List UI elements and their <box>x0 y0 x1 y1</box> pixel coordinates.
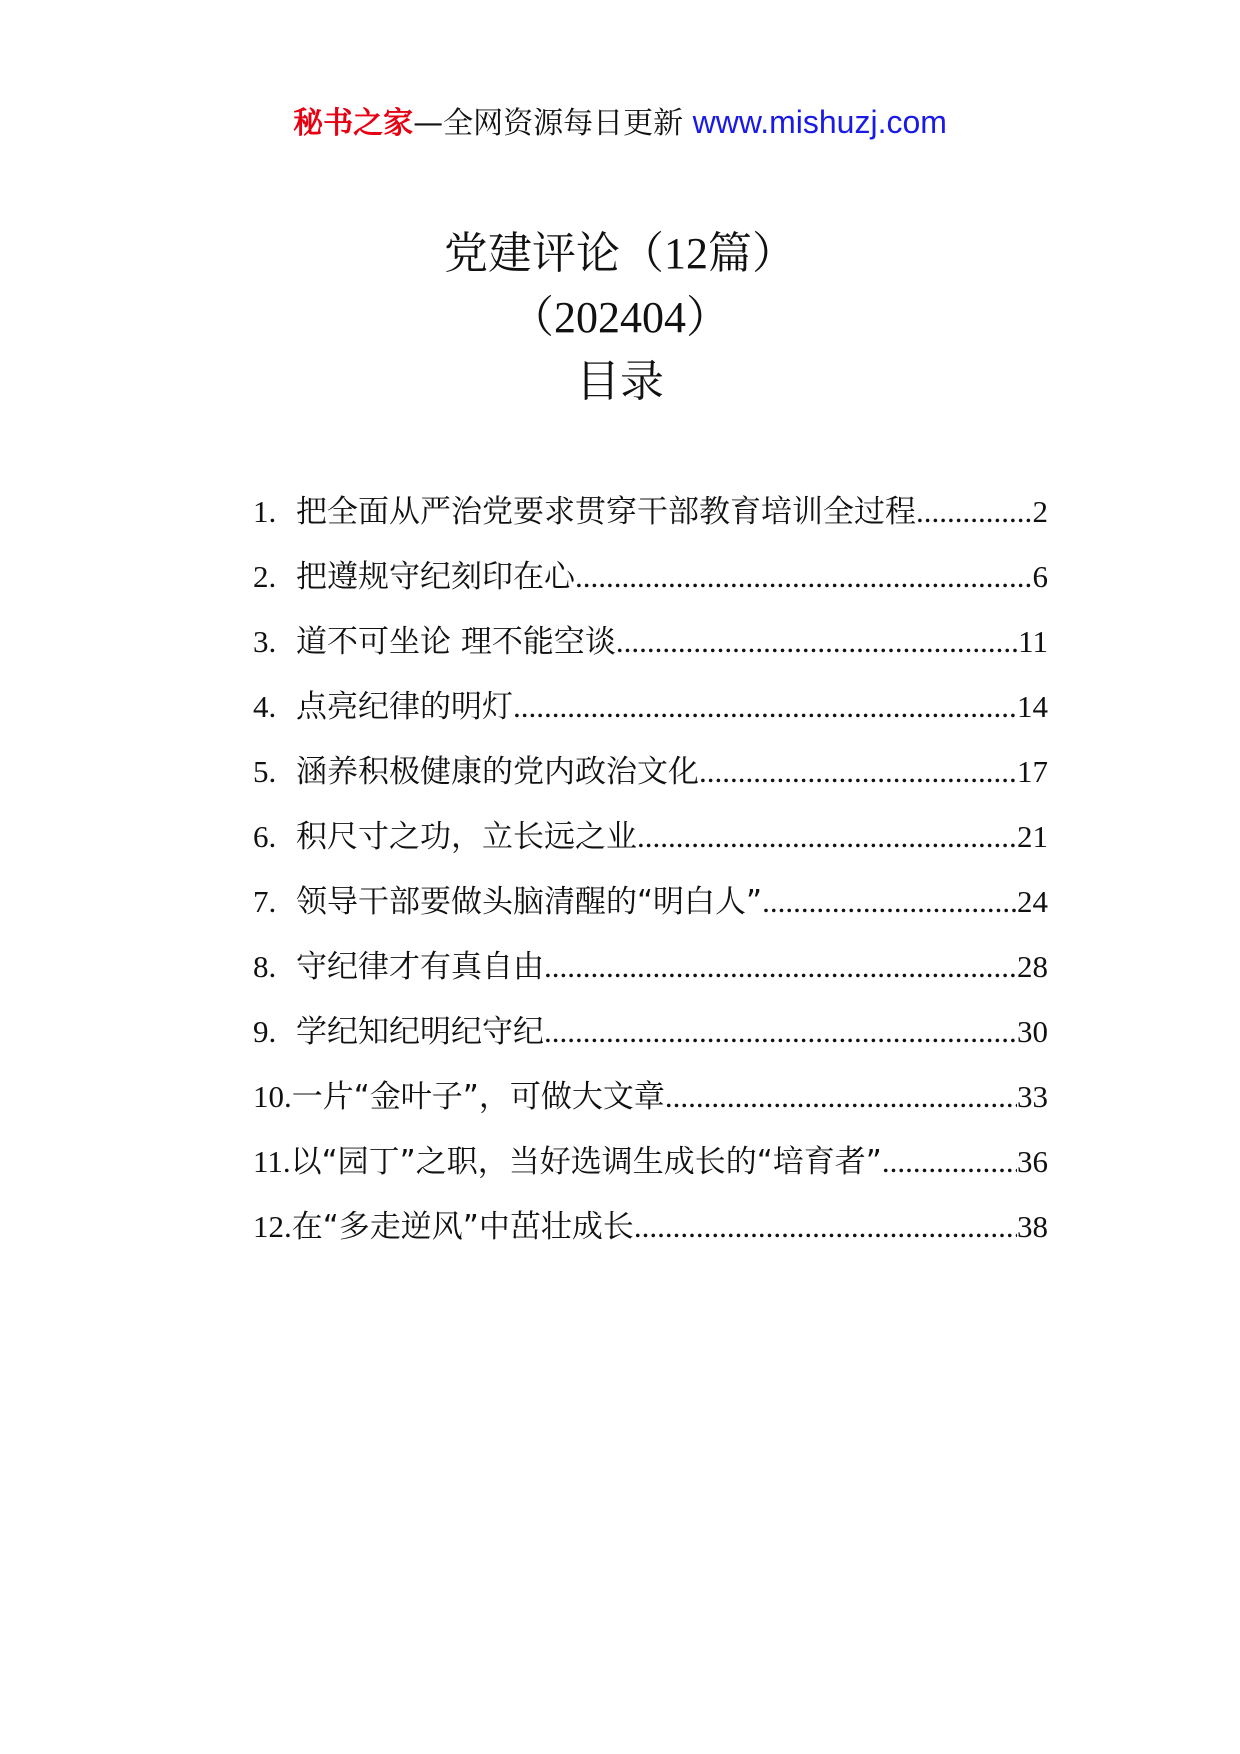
site-url-link[interactable]: www.mishuzj.com <box>692 104 947 140</box>
toc-page-number: 17 <box>1017 754 1048 789</box>
toc-page-number: 30 <box>1017 1014 1048 1049</box>
toc-title: 把全面从严治党要求贯穿干部教育培训全过程 <box>296 494 916 530</box>
toc-entry-1[interactable] <box>253 492 1048 557</box>
toc-leader-dots <box>575 557 1033 597</box>
toc-title: 领导干部要做头脑清醒的“明白人” <box>296 884 763 920</box>
toc-entry-5[interactable] <box>253 752 1048 817</box>
toc-number: 5. <box>253 754 277 789</box>
toc-heading: 目录 <box>576 356 664 407</box>
date-prefix: （ <box>510 292 554 343</box>
toc-leader-dots <box>665 1077 1017 1117</box>
toc-page-number: 11 <box>1018 624 1048 659</box>
toc-leader-dots <box>513 687 1017 727</box>
toc-number: 10. <box>253 1079 292 1114</box>
table-of-contents <box>253 492 1048 1272</box>
toc-entry-3[interactable] <box>253 622 1048 687</box>
toc-number: 12. <box>253 1209 292 1244</box>
slogan: —全网资源每日更新 <box>413 106 684 141</box>
toc-number: 6. <box>253 819 277 854</box>
toc-leader-dots <box>637 817 1017 857</box>
toc-title: 把遵规守纪刻印在心 <box>296 559 575 595</box>
toc-title: 一片“金叶子”，可做大文章 <box>291 1079 665 1115</box>
toc-number: 7. <box>253 884 277 919</box>
toc-entry-2[interactable] <box>253 557 1048 622</box>
toc-page-number: 33 <box>1017 1079 1048 1114</box>
toc-title: 点亮纪律的明灯 <box>296 689 513 725</box>
toc-leader-dots <box>882 1142 1017 1182</box>
toc-entry-4[interactable] <box>253 687 1048 752</box>
toc-number: 2. <box>253 559 277 594</box>
toc-leader-dots <box>544 947 1017 987</box>
toc-entry-12[interactable] <box>253 1207 1048 1272</box>
toc-leader-dots <box>544 1012 1017 1052</box>
toc-page-number: 21 <box>1017 819 1048 854</box>
toc-entry-8[interactable] <box>253 947 1048 1012</box>
title-line-date <box>0 286 1240 350</box>
toc-page-number: 24 <box>1017 884 1048 919</box>
toc-title: 涵养积极健康的党内政治文化 <box>296 754 699 790</box>
brand-name: 秘书之家 <box>293 106 414 141</box>
toc-leader-dots <box>699 752 1017 792</box>
toc-number: 9. <box>253 1014 277 1049</box>
toc-page-number: 28 <box>1017 949 1048 984</box>
toc-page-number: 14 <box>1017 689 1048 724</box>
toc-title: 积尺寸之功，立长远之业 <box>296 819 637 855</box>
toc-number: 8. <box>253 949 277 984</box>
toc-entry-11[interactable] <box>253 1142 1048 1207</box>
document-title <box>0 222 1240 414</box>
toc-leader-dots <box>616 622 1018 662</box>
toc-number: 1. <box>253 494 277 529</box>
date-suffix: ） <box>686 292 730 343</box>
toc-title: 道不可坐论 理不能空谈 <box>296 624 616 660</box>
title-prefix: 党建评论（ <box>444 228 664 279</box>
site-header <box>0 100 1240 146</box>
toc-entry-9[interactable] <box>253 1012 1048 1077</box>
toc-number: 4. <box>253 689 277 724</box>
toc-number: 3. <box>253 624 277 659</box>
toc-page-number: 36 <box>1017 1144 1048 1179</box>
toc-page-number: 38 <box>1017 1209 1048 1244</box>
toc-page-number: 2 <box>1032 494 1048 529</box>
date-value: 202404 <box>554 293 686 342</box>
title-count: 12 <box>664 229 708 278</box>
toc-entry-7[interactable] <box>253 882 1048 947</box>
toc-title: 在“多走逆风”中茁壮成长 <box>291 1209 634 1245</box>
toc-title: 以“园丁”之职，当好选调生成长的“培育者” <box>290 1144 882 1180</box>
toc-entry-10[interactable] <box>253 1077 1048 1142</box>
title-suffix: 篇） <box>708 228 796 279</box>
toc-title: 守纪律才有真自由 <box>296 949 544 985</box>
toc-leader-dots <box>916 492 1033 532</box>
toc-entry-6[interactable] <box>253 817 1048 882</box>
toc-title: 学纪知纪明纪守纪 <box>296 1014 544 1050</box>
title-line-main <box>0 222 1240 286</box>
toc-leader-dots <box>762 882 1017 922</box>
toc-page-number: 6 <box>1032 559 1048 594</box>
toc-leader-dots <box>634 1207 1017 1247</box>
toc-number: 11. <box>253 1144 291 1179</box>
